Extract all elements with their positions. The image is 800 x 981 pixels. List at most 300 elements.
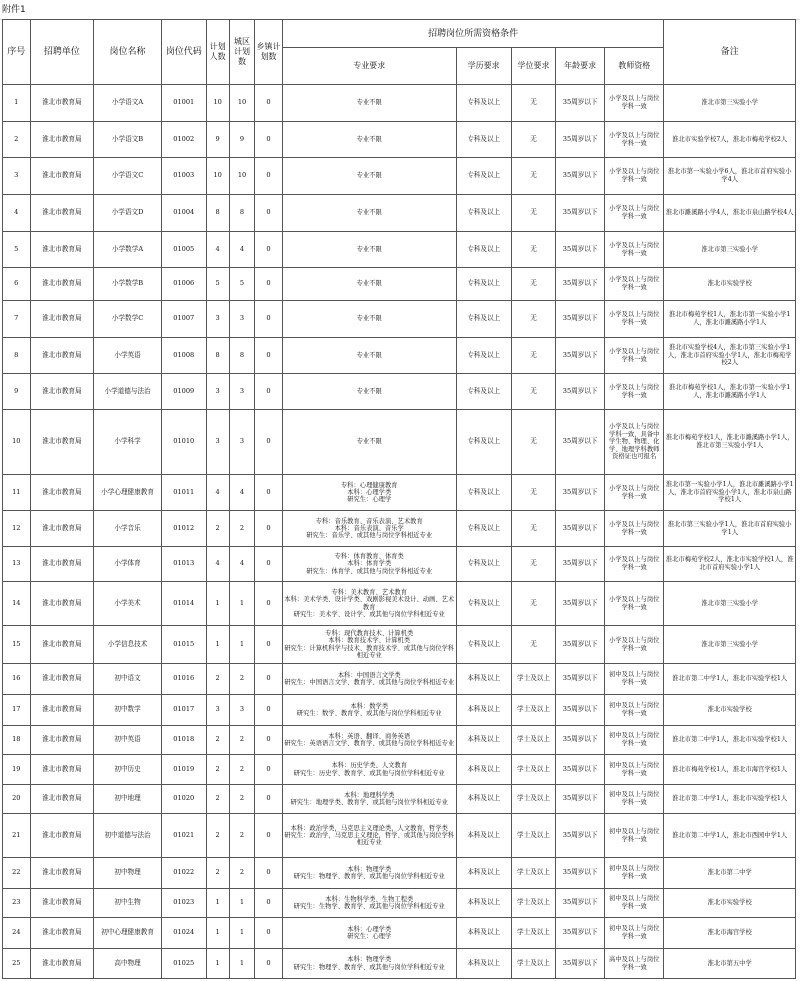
cell-teacher-cert: 初中及以上与岗位学科一致: [605, 918, 664, 949]
cell-major: 专业不限: [282, 85, 456, 122]
cell-plan: 3: [206, 301, 229, 338]
cell-position-code: 01011: [161, 475, 206, 511]
cell-employer: 淮北市教育局: [30, 858, 94, 889]
cell-position-code: 01004: [161, 195, 206, 232]
cell-town: 0: [255, 158, 283, 195]
cell-education: 本科及以上: [456, 664, 511, 695]
cell-degree: 无: [511, 547, 556, 582]
cell-education: 本科及以上: [456, 949, 511, 979]
cell-major: 专科：现代教育技术、计算机类 本科：教育技术学、计算机类 研究生：计算机科学与技术、教育技术学、或其他与岗位学科相近专业: [282, 626, 456, 664]
cell-teacher-cert: 初中及以上与岗位学科一致: [605, 664, 664, 695]
cell-age: 35周岁以下: [556, 918, 605, 949]
cell-degree: 无: [511, 268, 556, 301]
cell-degree: 无: [511, 232, 556, 268]
table-body: [3, 85, 796, 979]
cell-no: 22: [3, 858, 31, 889]
header-position-name: 岗位名称: [94, 20, 162, 85]
cell-plan: 3: [206, 410, 229, 475]
cell-employer: 淮北市教育局: [30, 547, 94, 582]
cell-employer: 淮北市教育局: [30, 122, 94, 158]
table-row: [3, 338, 796, 374]
cell-no: 9: [3, 374, 31, 410]
cell-position-code: 01010: [161, 410, 206, 475]
cell-employer: 淮北市教育局: [30, 232, 94, 268]
header-town: 乡镇计划数: [255, 20, 283, 85]
cell-teacher-cert: 初中及以上与岗位学科一致: [605, 858, 664, 889]
cell-town: 0: [255, 268, 283, 301]
table-row: [3, 195, 796, 232]
cell-plan: 3: [206, 695, 229, 726]
cell-no: 20: [3, 785, 31, 814]
cell-plan: 2: [206, 755, 229, 785]
cell-urban: 3: [229, 410, 254, 475]
cell-position-name: 小学科学: [94, 410, 162, 475]
cell-education: 专科及以上: [456, 410, 511, 475]
cell-town: 0: [255, 949, 283, 979]
cell-teacher-cert: 小学及以上与岗位学科一致: [605, 475, 664, 511]
cell-position-name: 小学美术: [94, 582, 162, 626]
cell-plan: 1: [206, 582, 229, 626]
cell-position-code: 01017: [161, 695, 206, 726]
cell-degree: 无: [511, 410, 556, 475]
cell-urban: 4: [229, 232, 254, 268]
cell-note: 淮北市第二中学1人，淮北市实验学校1人: [664, 726, 796, 755]
cell-no: 21: [3, 814, 31, 858]
cell-no: 10: [3, 410, 31, 475]
cell-note: 淮北市第三实验小学: [664, 85, 796, 122]
cell-no: 18: [3, 726, 31, 755]
cell-urban: 10: [229, 158, 254, 195]
cell-plan: 1: [206, 626, 229, 664]
cell-position-name: 初中生物: [94, 889, 162, 918]
cell-urban: 2: [229, 755, 254, 785]
cell-note: 淮北市第三实验小学1人，淮北市首府实验小学1人: [664, 511, 796, 547]
cell-employer: 淮北市教育局: [30, 195, 94, 232]
cell-plan: 5: [206, 268, 229, 301]
cell-town: 0: [255, 785, 283, 814]
header-no: 序号: [3, 20, 31, 85]
cell-education: 本科及以上: [456, 889, 511, 918]
cell-major: 专业不限: [282, 374, 456, 410]
cell-age: 35周岁以下: [556, 268, 605, 301]
cell-major: 专业不限: [282, 268, 456, 301]
cell-degree: 无: [511, 374, 556, 410]
cell-employer: 淮北市教育局: [30, 626, 94, 664]
cell-town: 0: [255, 695, 283, 726]
cell-education: 专科及以上: [456, 374, 511, 410]
cell-teacher-cert: 小学及以上与岗位学科一致: [605, 547, 664, 582]
cell-age: 35周岁以下: [556, 410, 605, 475]
cell-employer: 淮北市教育局: [30, 475, 94, 511]
cell-position-name: 初中地理: [94, 785, 162, 814]
table-row: [3, 695, 796, 726]
cell-plan: 1: [206, 918, 229, 949]
cell-major: 本科：心理学类 研究生：心理学: [282, 918, 456, 949]
cell-plan: 2: [206, 785, 229, 814]
cell-major: 专业不限: [282, 301, 456, 338]
cell-age: 35周岁以下: [556, 547, 605, 582]
cell-employer: 淮北市教育局: [30, 338, 94, 374]
cell-teacher-cert: 小学及以上与岗位学科一致: [605, 301, 664, 338]
cell-urban: 5: [229, 268, 254, 301]
cell-urban: 2: [229, 726, 254, 755]
cell-town: 0: [255, 814, 283, 858]
cell-degree: 学士及以上: [511, 755, 556, 785]
cell-town: 0: [255, 511, 283, 547]
cell-major: 专业不限: [282, 410, 456, 475]
cell-position-name: 初中物理: [94, 858, 162, 889]
cell-education: 本科及以上: [456, 726, 511, 755]
table-row: [3, 582, 796, 626]
cell-position-name: 初中英语: [94, 726, 162, 755]
cell-position-code: 01018: [161, 726, 206, 755]
attachment-label: 附件1: [2, 5, 26, 15]
cell-no: 7: [3, 301, 31, 338]
cell-education: 专科及以上: [456, 338, 511, 374]
cell-age: 35周岁以下: [556, 726, 605, 755]
header-conditions: 招聘岗位所需资格条件: [282, 20, 664, 48]
cell-position-code: 01005: [161, 232, 206, 268]
cell-plan: 3: [206, 374, 229, 410]
cell-education: 专科及以上: [456, 475, 511, 511]
cell-position-code: 01003: [161, 158, 206, 195]
cell-urban: 3: [229, 301, 254, 338]
cell-major: 专科：美术教育、艺术教育 本科：美术学类、设计学类、戏剧影视美术设计、动画、艺术教育 研究生：美术学、设计学、或其他与岗位学科相近专业: [282, 582, 456, 626]
cell-note: 淮北市梅苑学校2人，淮北市实验学校1人，淮北市首府实验小学1人: [664, 547, 796, 582]
cell-age: 35周岁以下: [556, 814, 605, 858]
cell-major: 专业不限: [282, 338, 456, 374]
cell-education: 本科及以上: [456, 785, 511, 814]
cell-no: 6: [3, 268, 31, 301]
cell-position-code: 01013: [161, 547, 206, 582]
cell-urban: 9: [229, 122, 254, 158]
cell-education: 专科及以上: [456, 232, 511, 268]
cell-position-name: 小学语文C: [94, 158, 162, 195]
cell-teacher-cert: 初中及以上与岗位学科一致: [605, 726, 664, 755]
cell-town: 0: [255, 918, 283, 949]
cell-position-name: 小学英语: [94, 338, 162, 374]
cell-position-code: 01012: [161, 511, 206, 547]
cell-employer: 淮北市教育局: [30, 814, 94, 858]
cell-major: 专业不限: [282, 158, 456, 195]
cell-no: 14: [3, 582, 31, 626]
cell-note: 淮北市实验学校4人，淮北市第三实验小学1人，淮北市首府实验小学1人，淮北市梅苑学校2人: [664, 338, 796, 374]
cell-urban: 2: [229, 785, 254, 814]
cell-urban: 8: [229, 338, 254, 374]
cell-major: 专科：音乐教育、音乐表演、艺术教育 本科：音乐表演、音乐学 研究生：音乐学、或其他与岗位学科相近专业: [282, 511, 456, 547]
cell-teacher-cert: 初中及以上与岗位学科一致: [605, 695, 664, 726]
cell-note: 淮北市第三实验小学: [664, 582, 796, 626]
cell-age: 35周岁以下: [556, 858, 605, 889]
cell-urban: 1: [229, 582, 254, 626]
cell-degree: 学士及以上: [511, 726, 556, 755]
cell-employer: 淮北市教育局: [30, 268, 94, 301]
cell-town: 0: [255, 626, 283, 664]
cell-education: 本科及以上: [456, 755, 511, 785]
cell-age: 35周岁以下: [556, 582, 605, 626]
cell-position-name: 小学数学B: [94, 268, 162, 301]
cell-urban: 2: [229, 664, 254, 695]
cell-no: 3: [3, 158, 31, 195]
cell-town: 0: [255, 338, 283, 374]
cell-note: 淮北市第二中学: [664, 858, 796, 889]
cell-degree: 无: [511, 582, 556, 626]
header-education: 学历要求: [456, 48, 511, 85]
cell-note: 淮北市第一实验小学1人，淮北市濉溪路小学1人，淮北市首府实验小学1人，淮北市泉山路学校1人: [664, 475, 796, 511]
cell-major: 专业不限: [282, 195, 456, 232]
table-row: [3, 726, 796, 755]
cell-position-name: 小学语文D: [94, 195, 162, 232]
cell-note: 淮北市梅苑学校1人，淮北市海宫学校1人: [664, 755, 796, 785]
cell-position-code: 01020: [161, 785, 206, 814]
cell-plan: 10: [206, 85, 229, 122]
cell-position-code: 01006: [161, 268, 206, 301]
cell-no: 16: [3, 664, 31, 695]
cell-no: 11: [3, 475, 31, 511]
cell-teacher-cert: 小学及以上与岗位学科一致: [605, 232, 664, 268]
cell-teacher-cert: 小学及以上与岗位学科一致: [605, 582, 664, 626]
table-row: [3, 511, 796, 547]
cell-position-name: 小学音乐: [94, 511, 162, 547]
cell-age: 35周岁以下: [556, 301, 605, 338]
cell-degree: 学士及以上: [511, 918, 556, 949]
cell-major: 专业不限: [282, 122, 456, 158]
cell-plan: 9: [206, 122, 229, 158]
cell-town: 0: [255, 195, 283, 232]
cell-position-name: 小学数学A: [94, 232, 162, 268]
cell-age: 35周岁以下: [556, 889, 605, 918]
cell-note: 淮北市实验学校: [664, 695, 796, 726]
cell-degree: 无: [511, 158, 556, 195]
cell-position-name: 初中历史: [94, 755, 162, 785]
cell-teacher-cert: 初中及以上与岗位学科一致: [605, 785, 664, 814]
cell-employer: 淮北市教育局: [30, 695, 94, 726]
cell-note: 淮北市第一实验小学6人，淮北市首府实验小学4人: [664, 158, 796, 195]
recruitment-table: [2, 19, 796, 979]
cell-position-name: 小学信息技术: [94, 626, 162, 664]
cell-education: 本科及以上: [456, 814, 511, 858]
cell-note: 淮北市第五中学: [664, 949, 796, 979]
cell-urban: 1: [229, 889, 254, 918]
cell-position-name: 小学道德与法治: [94, 374, 162, 410]
cell-town: 0: [255, 726, 283, 755]
cell-degree: 学士及以上: [511, 695, 556, 726]
cell-teacher-cert: 小学及以上与岗位学科一致: [605, 85, 664, 122]
cell-plan: 2: [206, 511, 229, 547]
cell-no: 15: [3, 626, 31, 664]
table-row: [3, 814, 796, 858]
cell-employer: 淮北市教育局: [30, 664, 94, 695]
cell-note: 淮北市第三实验小学: [664, 232, 796, 268]
table-row: [3, 475, 796, 511]
cell-teacher-cert: 小学及以上与岗位学科一致: [605, 626, 664, 664]
cell-major: 专科：心理健康教育 本科：心理学类 研究生：心理学: [282, 475, 456, 511]
cell-age: 35周岁以下: [556, 664, 605, 695]
cell-teacher-cert: 小学及以上与岗位学科一致: [605, 268, 664, 301]
cell-no: 8: [3, 338, 31, 374]
cell-town: 0: [255, 582, 283, 626]
header-age: 年龄要求: [556, 48, 605, 85]
cell-employer: 淮北市教育局: [30, 511, 94, 547]
cell-employer: 淮北市教育局: [30, 158, 94, 195]
cell-position-name: 小学语文A: [94, 85, 162, 122]
cell-age: 35周岁以下: [556, 626, 605, 664]
cell-major: 本科：数学类 研究生：数学、教育学、或其他与岗位学科相近专业: [282, 695, 456, 726]
cell-degree: 无: [511, 338, 556, 374]
cell-degree: 无: [511, 122, 556, 158]
cell-major: 本科：政治学类，马克思主义理论类，人文教育，哲学类 研究生：政治学，马克思主义理论，哲学、或其他与岗位学科相近专业: [282, 814, 456, 858]
cell-position-code: 01022: [161, 858, 206, 889]
cell-degree: 学士及以上: [511, 889, 556, 918]
cell-employer: 淮北市教育局: [30, 755, 94, 785]
table-row: [3, 374, 796, 410]
cell-employer: 淮北市教育局: [30, 582, 94, 626]
cell-plan: 2: [206, 664, 229, 695]
table-row: [3, 122, 796, 158]
cell-degree: 无: [511, 511, 556, 547]
cell-teacher-cert: 初中及以上与岗位学科一致: [605, 814, 664, 858]
cell-urban: 1: [229, 918, 254, 949]
cell-education: 本科及以上: [456, 695, 511, 726]
cell-position-code: 01016: [161, 664, 206, 695]
cell-position-name: 小学心理健康教育: [94, 475, 162, 511]
table-row: [3, 301, 796, 338]
cell-plan: 4: [206, 232, 229, 268]
cell-employer: 淮北市教育局: [30, 918, 94, 949]
cell-employer: 淮北市教育局: [30, 410, 94, 475]
table-row: [3, 889, 796, 918]
table-row: [3, 410, 796, 475]
header-degree: 学位要求: [511, 48, 556, 85]
cell-plan: 1: [206, 949, 229, 979]
cell-major: 本科：地理科学类 研究生：地理学类、教育学、或其他与岗位学科相近专业: [282, 785, 456, 814]
cell-position-code: 01002: [161, 122, 206, 158]
cell-urban: 10: [229, 85, 254, 122]
cell-age: 35周岁以下: [556, 695, 605, 726]
cell-note: 淮北市第二中学1人，淮北市西园中学1人: [664, 814, 796, 858]
cell-employer: 淮北市教育局: [30, 726, 94, 755]
cell-note: 淮北市海宫学校: [664, 918, 796, 949]
header-employer: 招聘单位: [30, 20, 94, 85]
spreadsheet-top-row: [0, 0, 800, 20]
cell-teacher-cert: 初中及以上与岗位学科一致: [605, 889, 664, 918]
cell-degree: 学士及以上: [511, 664, 556, 695]
cell-note: 淮北市第三实验小学: [664, 626, 796, 664]
cell-position-name: 初中心理健康教育: [94, 918, 162, 949]
table-row: [3, 664, 796, 695]
cell-position-name: 小学语文B: [94, 122, 162, 158]
cell-no: 17: [3, 695, 31, 726]
cell-urban: 1: [229, 626, 254, 664]
cell-age: 35周岁以下: [556, 158, 605, 195]
cell-age: 35周岁以下: [556, 475, 605, 511]
cell-town: 0: [255, 374, 283, 410]
cell-education: 专科及以上: [456, 268, 511, 301]
cell-position-code: 01009: [161, 374, 206, 410]
cell-no: 2: [3, 122, 31, 158]
cell-age: 35周岁以下: [556, 949, 605, 979]
cell-no: 24: [3, 918, 31, 949]
table-row: [3, 85, 796, 122]
cell-note: 淮北市梅苑学校1人，淮北市第一实验小学1人，淮北市濉溪路小学1人: [664, 301, 796, 338]
cell-town: 0: [255, 301, 283, 338]
cell-teacher-cert: 小学及以上与岗位学科一致: [605, 338, 664, 374]
cell-education: 专科及以上: [456, 195, 511, 232]
cell-education: 本科及以上: [456, 858, 511, 889]
cell-position-name: 小学数学C: [94, 301, 162, 338]
cell-note: 淮北市梅苑学校1人，淮北市第一实验小学1人，淮北市濉溪路小学1人: [664, 374, 796, 410]
table-row: [3, 547, 796, 582]
cell-age: 35周岁以下: [556, 232, 605, 268]
cell-urban: 3: [229, 374, 254, 410]
cell-position-code: 01024: [161, 918, 206, 949]
cell-employer: 淮北市教育局: [30, 85, 94, 122]
cell-urban: 2: [229, 814, 254, 858]
cell-position-code: 01025: [161, 949, 206, 979]
table-row: [3, 158, 796, 195]
cell-plan: 4: [206, 547, 229, 582]
cell-age: 35周岁以下: [556, 338, 605, 374]
cell-no: 23: [3, 889, 31, 918]
cell-major: 本科：物理学类 研究生：物理学、教育学、或其他与岗位学科相近专业: [282, 858, 456, 889]
cell-position-code: 01001: [161, 85, 206, 122]
cell-position-name: 初中数学: [94, 695, 162, 726]
cell-town: 0: [255, 122, 283, 158]
cell-education: 本科及以上: [456, 918, 511, 949]
cell-age: 35周岁以下: [556, 755, 605, 785]
header-note: 备注: [664, 20, 796, 85]
cell-no: 4: [3, 195, 31, 232]
cell-teacher-cert: 小学及以上与岗位学科一致: [605, 511, 664, 547]
cell-education: 专科及以上: [456, 122, 511, 158]
header-position-code: 岗位代码: [161, 20, 206, 85]
cell-note: 淮北市实验学校: [664, 268, 796, 301]
cell-urban: 1: [229, 949, 254, 979]
cell-degree: 学士及以上: [511, 785, 556, 814]
cell-employer: 淮北市教育局: [30, 889, 94, 918]
cell-urban: 4: [229, 475, 254, 511]
cell-teacher-cert: 高中及以上与岗位学科一致: [605, 949, 664, 979]
cell-urban: 8: [229, 195, 254, 232]
cell-age: 35周岁以下: [556, 785, 605, 814]
cell-no: 12: [3, 511, 31, 547]
cell-major: 本科：英语、翻译、商务英语 研究生：英语语言文学、教育学、或其他与岗位学科相近专业: [282, 726, 456, 755]
table-row: [3, 858, 796, 889]
cell-no: 1: [3, 85, 31, 122]
cell-town: 0: [255, 475, 283, 511]
cell-education: 专科及以上: [456, 626, 511, 664]
cell-note: 淮北市梅苑学校1人，淮北市濉溪路小学1人，淮北市第三实验小学1人: [664, 410, 796, 475]
cell-town: 0: [255, 547, 283, 582]
cell-employer: 淮北市教育局: [30, 785, 94, 814]
cell-education: 专科及以上: [456, 582, 511, 626]
cell-position-code: 01014: [161, 582, 206, 626]
cell-plan: 2: [206, 814, 229, 858]
cell-plan: 10: [206, 158, 229, 195]
cell-plan: 1: [206, 889, 229, 918]
cell-note: 淮北市第二中学1人，淮北市实验学校1人: [664, 785, 796, 814]
cell-town: 0: [255, 664, 283, 695]
cell-education: 专科及以上: [456, 301, 511, 338]
table-row: [3, 918, 796, 949]
cell-note: 淮北市第二中学1人，淮北市实验学校1人: [664, 664, 796, 695]
cell-town: 0: [255, 232, 283, 268]
cell-town: 0: [255, 858, 283, 889]
cell-note: 淮北市实验学校: [664, 889, 796, 918]
cell-position-name: 初中道德与法治: [94, 814, 162, 858]
table-row: [3, 949, 796, 979]
cell-age: 35周岁以下: [556, 511, 605, 547]
